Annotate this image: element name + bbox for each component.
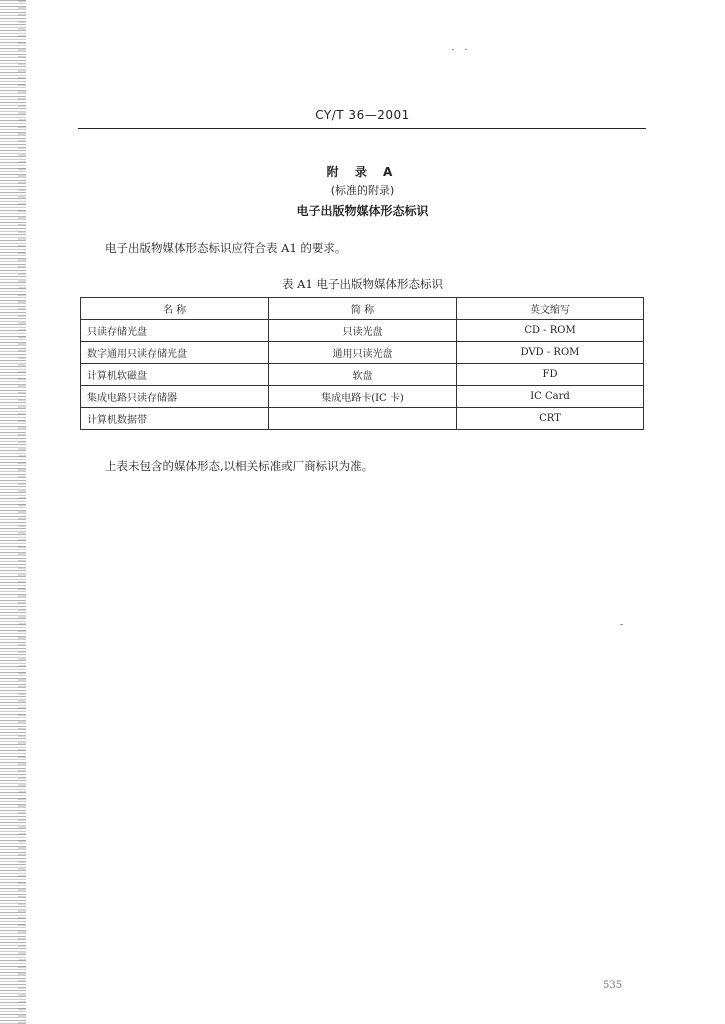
cell-name: 计算机软磁盘 (81, 364, 269, 386)
cell-abbreviation: CD - ROM (457, 320, 644, 342)
table-row (81, 342, 644, 364)
cell-name: 数字通用只读存储光盘 (81, 342, 269, 364)
cell-short-name: 集成电路卡(IC 卡) (269, 386, 457, 408)
cell-name: 集成电路只读存储器 (81, 386, 269, 408)
scan-speck (465, 49, 467, 50)
cell-abbreviation: DVD - ROM (457, 342, 644, 364)
appendix-name: 电子出版物媒体形态标识 (296, 204, 429, 218)
scan-edge-artifact (0, 0, 26, 1024)
cell-abbreviation: FD (457, 364, 644, 386)
cell-name: 只读存储光盘 (81, 320, 269, 342)
appendix-subtitle: (标准的附录) (330, 184, 395, 197)
scan-speck (452, 49, 454, 50)
media-form-table (80, 297, 644, 430)
cell-short-name: 通用只读光盘 (269, 342, 457, 364)
note-paragraph: 上表未包含的媒体形态,以相关标准或厂商标识为准。 (105, 459, 374, 473)
header-name: 名 称 (81, 298, 269, 320)
table-header-row (81, 298, 644, 320)
cell-short-name: 软盘 (269, 364, 457, 386)
table-row (81, 408, 644, 430)
appendix-title: 附 录 A (326, 165, 399, 179)
header-short-name: 简 称 (269, 298, 457, 320)
cell-abbreviation: CRT (457, 408, 644, 430)
page-number: 535 (603, 980, 623, 991)
cell-name: 计算机数据带 (81, 408, 269, 430)
table-row (81, 364, 644, 386)
scan-speck (620, 624, 623, 625)
table-caption: 表 A1 电子出版物媒体形态标识 (282, 277, 443, 291)
cell-abbreviation: IC Card (457, 386, 644, 408)
table-row (81, 320, 644, 342)
intro-paragraph: 电子出版物媒体形态标识应符合表 A1 的要求。 (105, 241, 347, 255)
cell-short-name: 只读光盘 (269, 320, 457, 342)
header-abbreviation: 英文缩写 (457, 298, 644, 320)
standard-code-header: CY/T 36—2001 (315, 108, 410, 122)
cell-short-name (269, 408, 457, 430)
header-rule (78, 128, 646, 129)
table-row (81, 386, 644, 408)
